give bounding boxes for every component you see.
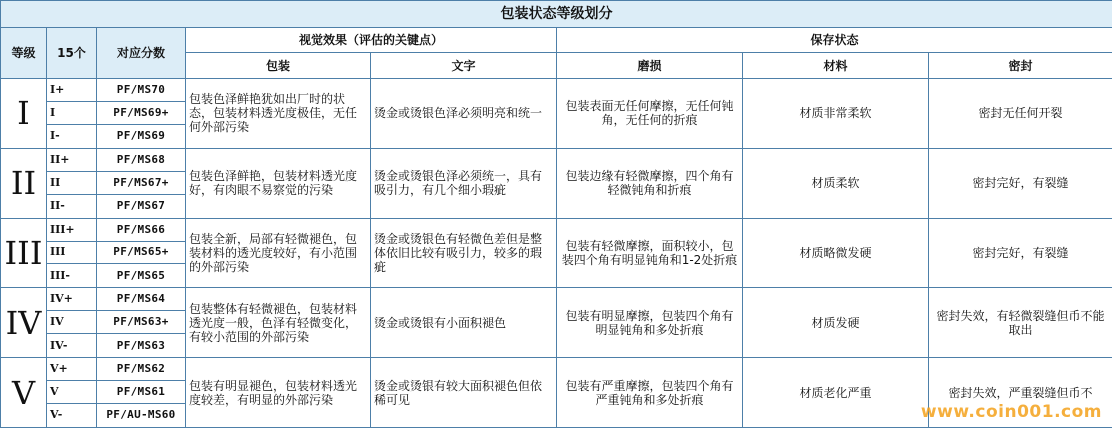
wear-desc: 包装有明显摩擦，包装四个角有明显钝角和多处折痕 bbox=[557, 288, 743, 358]
watermark: www.coin001.com bbox=[920, 402, 1102, 422]
grade-numeral: I bbox=[1, 79, 47, 149]
material-desc: 材质发硬 bbox=[743, 288, 929, 358]
seal-desc: 密封完好，有裂缝 bbox=[929, 218, 1112, 288]
grade-row bbox=[1, 218, 1112, 241]
grade-row bbox=[1, 148, 1112, 171]
header-score: 对应分数 bbox=[97, 28, 186, 79]
score-code: PF/MS63+ bbox=[97, 311, 186, 334]
table-title: 包装状态等级划分 bbox=[1, 1, 1112, 28]
material-desc: 材质略微发硬 bbox=[743, 218, 929, 288]
score-code: PF/MS61 bbox=[97, 381, 186, 404]
score-code: PF/MS69 bbox=[97, 124, 186, 148]
text-desc: 烫金或烫银色泽必须明亮和统一 bbox=[371, 79, 557, 149]
text-desc: 烫金或烫银有较大面积褪色但依稀可见 bbox=[371, 358, 557, 428]
score-code: PF/MS66 bbox=[97, 218, 186, 241]
packaging-desc: 包装色泽鲜艳犹如出厂时的状态，包装材料透光度极佳，无任何外部污染 bbox=[186, 79, 371, 149]
header-count: 15个 bbox=[47, 28, 97, 79]
text-desc: 烫金或烫银色有轻微色差但是整体依旧比较有吸引力，较多的瑕疵 bbox=[371, 218, 557, 288]
sub-grade-mark: IV+ bbox=[47, 288, 97, 311]
material-desc: 材质非常柔软 bbox=[743, 79, 929, 149]
header-wear: 磨损 bbox=[557, 53, 743, 79]
grade-row bbox=[1, 79, 1112, 102]
header-text: 文字 bbox=[371, 53, 557, 79]
score-code: PF/AU-MS60 bbox=[97, 403, 186, 427]
sub-grade-mark: III bbox=[47, 241, 97, 264]
sub-grade-mark: II+ bbox=[47, 148, 97, 171]
grade-numeral: III bbox=[1, 218, 47, 288]
header-seal: 密封 bbox=[929, 53, 1112, 79]
text-desc: 烫金或烫银有小面积褪色 bbox=[371, 288, 557, 358]
sub-grade-mark: IV- bbox=[47, 334, 97, 358]
sub-grade-mark: I+ bbox=[47, 79, 97, 102]
wear-desc: 包装表面无任何摩擦，无任何钝角，无任何的折痕 bbox=[557, 79, 743, 149]
score-code: PF/MS63 bbox=[97, 334, 186, 358]
header-visual-effect: 视觉效果（评估的关键点） bbox=[186, 28, 557, 53]
score-code: PF/MS69+ bbox=[97, 101, 186, 124]
sub-grade-mark: IV bbox=[47, 311, 97, 334]
grade-numeral: IV bbox=[1, 288, 47, 358]
sub-grade-mark: V+ bbox=[47, 358, 97, 381]
sub-grade-mark: I bbox=[47, 101, 97, 124]
score-code: PF/MS67 bbox=[97, 194, 186, 218]
score-code: PF/MS68 bbox=[97, 148, 186, 171]
score-code: PF/MS70 bbox=[97, 79, 186, 102]
packaging-desc: 包装有明显褪色，包装材料透光度较差，有明显的外部污染 bbox=[186, 358, 371, 428]
score-code: PF/MS62 bbox=[97, 358, 186, 381]
score-code: PF/MS65+ bbox=[97, 241, 186, 264]
header-grade: 等级 bbox=[1, 28, 47, 79]
sub-grade-mark: III+ bbox=[47, 218, 97, 241]
grade-row bbox=[1, 288, 1112, 311]
seal-desc: 密封完好，有裂缝 bbox=[929, 148, 1112, 218]
grade-numeral: II bbox=[1, 148, 47, 218]
grade-row bbox=[1, 358, 1112, 381]
wear-desc: 包装有轻微摩擦，面积较小，包装四个角有明显钝角和1-2处折痕 bbox=[557, 218, 743, 288]
sub-grade-mark: V- bbox=[47, 403, 97, 427]
sub-grade-mark: V bbox=[47, 381, 97, 404]
material-desc: 材质柔软 bbox=[743, 148, 929, 218]
packaging-desc: 包装全新，局部有轻微褪色，包装材料的透光度较好，有小范围的外部污染 bbox=[186, 218, 371, 288]
seal-desc: 密封无任何开裂 bbox=[929, 79, 1112, 149]
sub-grade-mark: III- bbox=[47, 264, 97, 288]
header-packaging: 包装 bbox=[186, 53, 371, 79]
wear-desc: 包装边缘有轻微摩擦，四个角有轻微钝角和折痕 bbox=[557, 148, 743, 218]
wear-desc: 包装有严重摩擦，包装四个角有严重钝角和多处折痕 bbox=[557, 358, 743, 428]
grade-numeral: V bbox=[1, 358, 47, 428]
sub-grade-mark: I- bbox=[47, 124, 97, 148]
sub-grade-mark: II bbox=[47, 171, 97, 194]
seal-desc: 密封失效，有轻微裂缝但币不能取出 bbox=[929, 288, 1112, 358]
header-material: 材料 bbox=[743, 53, 929, 79]
score-code: PF/MS65 bbox=[97, 264, 186, 288]
text-desc: 烫金或烫银色泽必须统一，具有吸引力，有几个细小瑕疵 bbox=[371, 148, 557, 218]
header-preservation: 保存状态 bbox=[557, 28, 1112, 53]
sub-grade-mark: II- bbox=[47, 194, 97, 218]
packaging-desc: 包装整体有轻微褪色，包装材料透光度一般，色泽有轻微变化，有较小范围的外部污染 bbox=[186, 288, 371, 358]
score-code: PF/MS64 bbox=[97, 288, 186, 311]
seal-desc: 密封失效，严重裂缝但币不 bbox=[929, 358, 1112, 428]
packaging-desc: 包装色泽鲜艳，包装材料透光度好，有肉眼不易察觉的污染 bbox=[186, 148, 371, 218]
material-desc: 材质老化严重 bbox=[743, 358, 929, 428]
score-code: PF/MS67+ bbox=[97, 171, 186, 194]
